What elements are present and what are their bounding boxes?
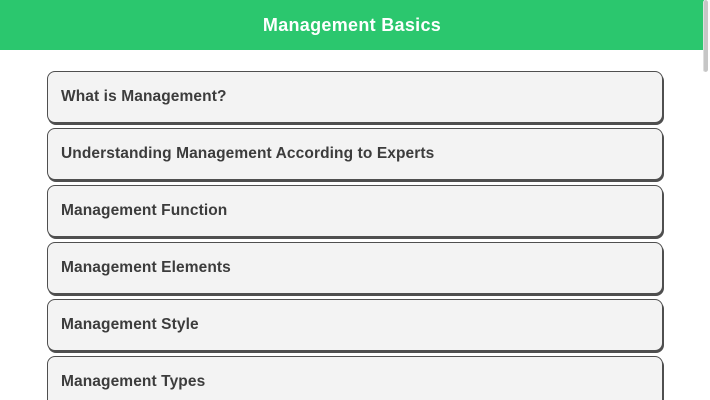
menu-item-management-types[interactable] (47, 356, 663, 400)
menu-item-management-style[interactable] (47, 299, 663, 351)
menu-item-label: Management Elements (61, 259, 231, 276)
menu-item-management-elements[interactable] (47, 242, 663, 294)
menu-item-label: Management Style (61, 316, 199, 333)
menu-item-label: Understanding Management According to Experts (61, 145, 435, 162)
menu-item-label: Management Function (61, 202, 228, 219)
app-header (0, 0, 704, 50)
menu-item-label: What is Management? (61, 88, 227, 105)
menu-item-what-is-management[interactable] (47, 71, 663, 123)
page-title: Management Basics (262, 14, 442, 35)
menu-item-management-function[interactable] (47, 185, 663, 237)
menu-item-label: Management Types (61, 373, 206, 390)
menu-item-understanding-management-experts[interactable] (47, 128, 663, 180)
scrollbar-thumb[interactable] (703, 0, 708, 72)
menu-list (0, 50, 710, 400)
